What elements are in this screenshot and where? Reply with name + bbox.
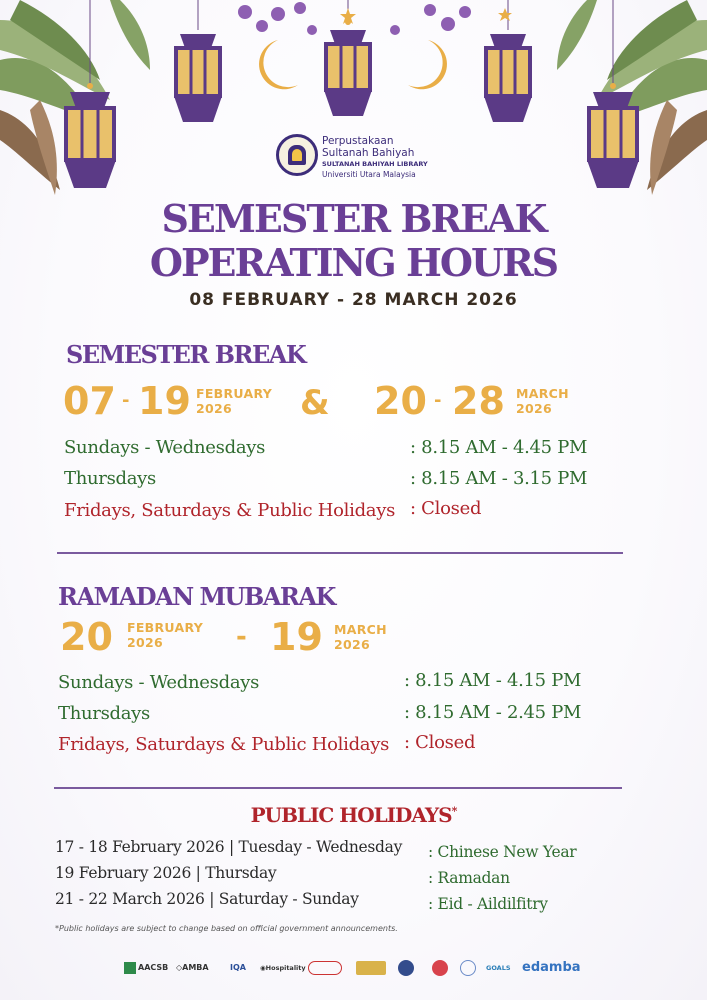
logo-line-2: Sultanah Bahiyah	[322, 147, 415, 159]
holiday-date: 19 February 2026 | Thursday	[55, 864, 277, 882]
aacsb-badge: AACSB	[124, 958, 168, 978]
sb-range2-year: 2026	[516, 401, 552, 416]
accreditation-badges	[120, 958, 590, 980]
sb-range1-year: 2026	[196, 401, 232, 416]
sb-range1-to: 19	[138, 379, 191, 423]
holiday-note: *Public holidays are subject to change based on official government announcements.	[55, 924, 398, 933]
amba-badge: ◇AMBA	[176, 963, 209, 972]
ramadan-heading: RAMADAN MUBARAK	[58, 582, 335, 611]
lantern-icon	[587, 0, 639, 188]
seal-badge	[432, 960, 448, 976]
crescent-moon-left-icon	[259, 40, 298, 89]
rm-row-days: Sundays - Wednesdays	[58, 672, 260, 693]
sb-range2-from: 20	[374, 379, 427, 423]
holiday-name: : Chinese New Year	[428, 843, 577, 861]
library-logo	[276, 132, 436, 188]
iqa-badge: IQA	[230, 963, 246, 972]
dash: -	[434, 390, 442, 411]
ramadan-from-month: FEBRUARY	[127, 620, 204, 635]
rm-row-time-closed: : Closed	[404, 732, 476, 753]
sdg-badge: GOALS	[486, 964, 511, 972]
rm-row-time: : 8.15 AM - 2.45 PM	[404, 702, 582, 723]
logo-line-3: SULTANAH BAHIYAH LIBRARY	[322, 160, 428, 168]
logo-line-1: Perpustakaan	[322, 135, 394, 147]
sb-row-time: : 8.15 AM - 3.15 PM	[410, 468, 588, 489]
title-line-2: OPERATING HOURS	[149, 240, 558, 285]
title-line-1: SEMESTER BREAK	[161, 196, 546, 241]
lantern-icon	[64, 0, 116, 188]
sb-row-time-closed: : Closed	[410, 498, 482, 519]
rm-row-days-closed: Fridays, Saturdays & Public Holidays	[58, 734, 390, 755]
sb-range1-from: 07	[63, 379, 116, 423]
dash: -	[236, 622, 247, 652]
rm-row-time: : 8.15 AM - 4.15 PM	[404, 670, 582, 691]
crescent-moon-right-icon	[408, 40, 447, 89]
public-holidays-heading: PUBLIC HOLIDAYS*	[250, 803, 457, 827]
logo-line-4: Universiti Utara Malaysia	[322, 170, 416, 179]
semester-break-heading: SEMESTER BREAK	[66, 340, 306, 369]
sb-row-time: : 8.15 AM - 4.45 PM	[410, 437, 588, 458]
dash: -	[122, 390, 130, 411]
divider	[57, 552, 623, 554]
hospitality-badge: ◉Hospitality	[260, 964, 306, 972]
ranking-badge	[308, 961, 342, 975]
seal-badge	[460, 960, 476, 976]
date-range: 08 FEBRUARY - 28 MARCH 2026	[189, 290, 518, 310]
sb-range2-to: 28	[452, 379, 505, 423]
ramadan-to-day: 19	[270, 615, 323, 659]
lantern-icon	[174, 0, 222, 122]
ampersand: &	[300, 383, 330, 423]
ramadan-to-month: MARCH	[334, 622, 387, 637]
holiday-name: : Eid - Aildilfitry	[428, 895, 548, 913]
rm-row-days: Thursdays	[58, 703, 150, 724]
holiday-name: : Ramadan	[428, 869, 510, 887]
setara-badge	[356, 961, 386, 975]
holiday-date: 17 - 18 February 2026 | Tuesday - Wednesday	[55, 838, 403, 856]
seal-badge	[398, 960, 414, 976]
ramadan-from-year: 2026	[127, 635, 163, 650]
edamba-badge: edamba	[522, 960, 581, 975]
ramadan-to-year: 2026	[334, 637, 370, 652]
sb-row-days: Sundays - Wednesdays	[64, 437, 266, 458]
ramadan-from-day: 20	[60, 615, 113, 659]
sb-range2-month: MARCH	[516, 386, 569, 401]
divider	[54, 787, 622, 789]
sb-range1-month: FEBRUARY	[196, 386, 273, 401]
uum-crest-icon	[276, 134, 318, 176]
holiday-date: 21 - 22 March 2026 | Saturday - Sunday	[55, 890, 359, 908]
sb-row-days: Thursdays	[64, 468, 156, 489]
sb-row-days-closed: Fridays, Saturdays & Public Holidays	[64, 500, 396, 521]
